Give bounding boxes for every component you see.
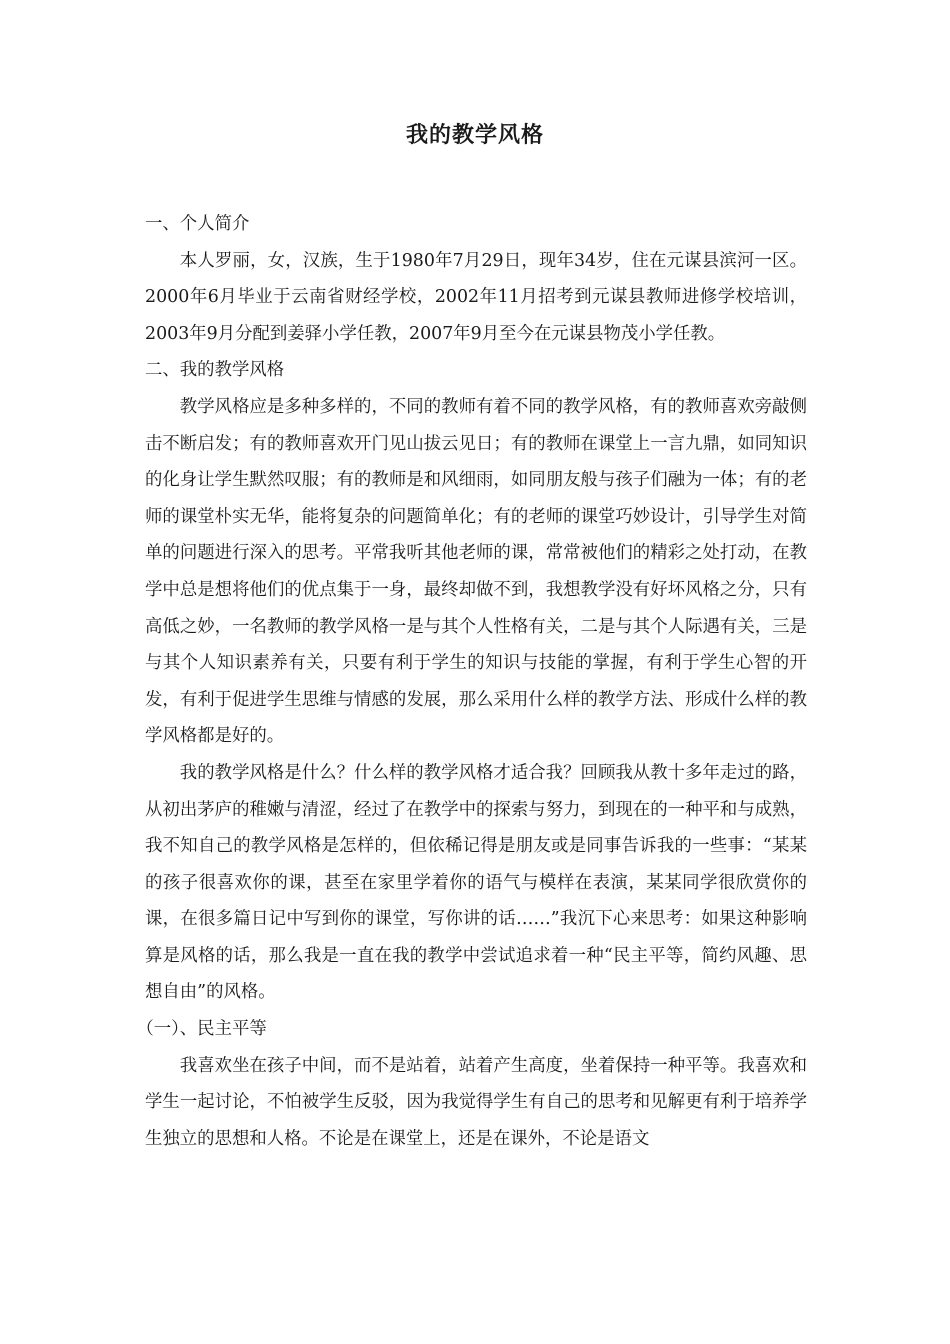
section-heading-intro: 一、个人简介 <box>145 214 250 234</box>
paragraph-style-overview: 教学风格应是多种多样的，不同的教师有着不同的教学风格，有的教师喜欢旁敲侧击不断启发；有的教师喜欢开门见山拔云见日；有的教师在课堂上一言九鼎，如同知识的化身让学生默然叹服；有的教师是和风细雨，如同朋友般与孩子们融为一体；有的老师的课堂朴实无华，能将复杂的问题简单化；有的老师的课堂巧妙设计，引导学生对简单的问题进行深入的思考。平常我听其他老师的课，常常被他们的精彩之处打动，在教学中总是想将他们的优点集于一身，最终却做不到，我想教学没有好坏风格之分，只有高低之妙，一名教师的教学风格一是与其个人性格有关，二是与其个人际遇有关，三是与其个人知识素养有关，只要有利于学生的知识与技能的掌握，有利于学生心智的开发，有利于促进学生思维与情感的发展，那么采用什么样的教学方法、形成什么样的教学风格都是好的。 <box>145 396 807 747</box>
document-body <box>136 206 807 1157</box>
section-heading-style: 二、我的教学风格 <box>145 360 285 381</box>
document-title: 我的教学风格 <box>405 123 544 148</box>
paragraph-democracy: 我喜欢坐在孩子中间，而不是站着，站着产生高度，坐着保持一种平等。我喜欢和学生一起讨论，不怕被学生反驳，因为我觉得学生有自己的思考和见解更有利于培养学生独立的思想和人格。不论是在课堂上，还是在课外，不论是语文 <box>145 1055 807 1149</box>
paragraph-intro: 本人罗丽，女，汉族，生于1980年7月29日，现年34岁，住在元谋县滨河一区。2000年6月毕业于云南省财经学校，2002年11月招考到元谋县教师进修学校培训，2003年9月分配到姜驿小学任教，2007年9月至今在元谋县物茂小学任教。 <box>145 250 807 344</box>
subsection-heading-democracy: （一）、民主平等 <box>136 1019 267 1040</box>
paragraph-my-style: 我的教学风格是什么？什么样的教学风格才适合我？回顾我从教十多年走过的路，从初出茅庐的稚嫩与清涩，经过了在教学中的探索与努力，到现在的一种平和与成熟，我不知自己的教学风格是怎样的，但依稀记得是朋友或是同事告诉我的一些事：“某某的孩子很喜欢你的课，甚至在家里学着你的语气与模样在表演，某某同学很欣赏你的课，在很多篇日记中写到你的课堂，写你讲的话……”我沉下心来思考：如果这种影响算是风格的话，那么我是一直在我的教学中尝试追求着一种“民主平等，简约风趣、思想自由”的风格。 <box>145 762 807 1003</box>
